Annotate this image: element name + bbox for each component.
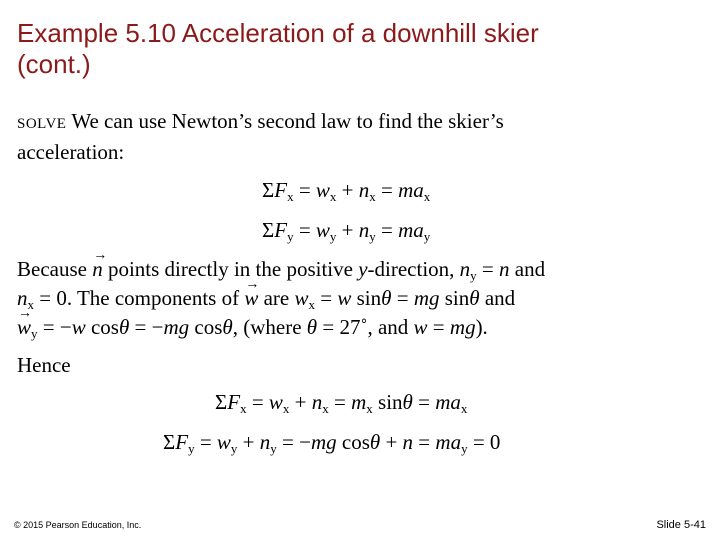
- eq-sign: =: [328, 390, 352, 414]
- equation-result-fy: [163, 430, 500, 455]
- var-w: w: [337, 286, 352, 310]
- var-a: a: [413, 178, 424, 202]
- because-line-3: [17, 314, 488, 340]
- text: cos: [189, 315, 223, 339]
- var-n: n: [459, 257, 471, 281]
- solve-intro-line-2: [17, 139, 124, 165]
- footer-copyright: © 2015 Pearson Education, Inc.: [14, 520, 142, 530]
- eq-sign: =: [375, 218, 399, 242]
- slide-title: Example 5.10 Acceleration of a downhill skier (cont.): [17, 18, 539, 79]
- solve-intro-line-1: [17, 108, 504, 137]
- eq-sign: =: [194, 430, 217, 454]
- var-theta: θ: [469, 286, 480, 310]
- var-F: F: [227, 390, 241, 414]
- text: =: [427, 315, 450, 339]
- var-m: m: [310, 430, 327, 454]
- var-theta: θ: [369, 430, 381, 454]
- var-theta: θ: [402, 390, 413, 414]
- var-m: m: [163, 315, 179, 339]
- intro-text-1: We can use Newton’s second law to find the skier’s: [66, 109, 504, 133]
- var-w: w: [413, 315, 428, 339]
- slide-number: Slide 5-41: [656, 519, 706, 531]
- text: sin: [439, 286, 470, 310]
- vector-w: → w: [17, 314, 31, 340]
- sub-y: y: [287, 229, 294, 244]
- sub-y: y: [329, 229, 337, 244]
- vector-w: → w: [244, 285, 258, 311]
- sub-y: y: [270, 441, 277, 456]
- var-m: m: [413, 286, 429, 310]
- var-w: w: [268, 390, 283, 414]
- text: sin: [351, 286, 382, 310]
- sub-x: x: [308, 297, 316, 312]
- var-w: w: [315, 218, 330, 242]
- equation-result-fx: [215, 390, 467, 415]
- var-n: n: [358, 218, 370, 242]
- sub-x: x: [369, 189, 376, 204]
- eq-sign: =: [375, 178, 399, 202]
- var-a: a: [450, 390, 461, 414]
- text: and: [479, 286, 516, 310]
- var-m: m: [398, 218, 414, 242]
- eq-sign: =: [293, 218, 316, 242]
- var-w: w: [294, 286, 309, 310]
- sigma-symbol: Σ: [262, 218, 275, 242]
- equation-sum-fy: [262, 218, 430, 243]
- text: = −: [37, 315, 72, 339]
- sigma-symbol: Σ: [262, 178, 275, 202]
- intro-text-2: acceleration:: [17, 140, 125, 164]
- plus-sign: +: [336, 178, 359, 202]
- sub-x: x: [423, 189, 431, 204]
- sub-x: x: [240, 401, 247, 416]
- text: cos: [85, 315, 119, 339]
- eq-sign: =: [412, 390, 436, 414]
- solve-label: SOLVE: [17, 116, 67, 132]
- plus-sign: +: [237, 430, 260, 454]
- text: are: [258, 286, 295, 310]
- cos-fn: cos: [336, 430, 370, 454]
- sub-y: y: [369, 229, 376, 244]
- text: =: [315, 286, 338, 310]
- text: = 27˚, and: [317, 315, 414, 339]
- var-F: F: [274, 218, 288, 242]
- text: and: [509, 257, 546, 281]
- eq-zero: = 0: [467, 430, 501, 454]
- var-n: n: [358, 178, 370, 202]
- sub-y: y: [188, 441, 195, 456]
- sub-y: y: [470, 268, 477, 283]
- sub-x: x: [329, 189, 337, 204]
- var-F: F: [175, 430, 189, 454]
- vector-n: → n: [92, 256, 103, 282]
- sub-y: y: [423, 229, 431, 244]
- var-g: g: [178, 315, 190, 339]
- var-w: w: [315, 178, 330, 202]
- equation-sum-fx: [262, 178, 430, 203]
- var-m: m: [435, 430, 451, 454]
- sin-fn: sin: [372, 390, 403, 414]
- because-line-1: [17, 256, 545, 282]
- text: , (where: [232, 315, 307, 339]
- sub-y: y: [230, 441, 238, 456]
- hence-text: Hence: [17, 353, 71, 377]
- hence-line: [17, 352, 71, 378]
- var-theta: θ: [306, 315, 318, 339]
- eq-sign: =: [413, 430, 436, 454]
- var-n: n: [259, 430, 271, 454]
- var-theta: θ: [381, 286, 392, 310]
- text: =: [476, 257, 499, 281]
- var-m: m: [398, 178, 414, 202]
- text: ).: [475, 315, 488, 339]
- var-theta: θ: [118, 315, 130, 339]
- var-y: y: [358, 257, 368, 281]
- sub-x: x: [282, 401, 290, 416]
- var-n: n: [311, 390, 323, 414]
- var-n: n: [17, 286, 28, 310]
- sub-y: y: [461, 441, 468, 456]
- var-g: g: [428, 286, 440, 310]
- sub-x: x: [322, 401, 329, 416]
- sub-x: x: [366, 401, 373, 416]
- text: Because: [17, 257, 93, 281]
- var-n: n: [499, 257, 510, 281]
- plus-sign: +: [289, 390, 312, 414]
- text: = 0. The components of: [34, 286, 245, 310]
- var-a: a: [450, 430, 462, 454]
- var-m: m: [449, 315, 466, 339]
- sub-x: x: [460, 401, 468, 416]
- eq-sign: =: [246, 390, 269, 414]
- sub-x: x: [287, 189, 294, 204]
- text: =: [391, 286, 414, 310]
- var-g: g: [465, 315, 476, 339]
- sub-y: y: [31, 326, 38, 341]
- eq-sign: =: [293, 178, 316, 202]
- var-m: m: [351, 390, 367, 414]
- because-line-2: [17, 285, 515, 311]
- minus-eq-sign: = −: [276, 430, 311, 454]
- text: = −: [129, 315, 164, 339]
- var-F: F: [274, 178, 288, 202]
- sigma-symbol: Σ: [163, 430, 176, 454]
- var-theta: θ: [222, 315, 233, 339]
- sigma-symbol: Σ: [215, 390, 228, 414]
- plus-sign: +: [380, 430, 403, 454]
- var-m: m: [435, 390, 451, 414]
- var-n: n: [402, 430, 414, 454]
- plus-sign: +: [336, 218, 359, 242]
- var-w: w: [71, 315, 86, 339]
- var-w: w: [216, 430, 231, 454]
- text: points directly in the positive: [102, 257, 359, 281]
- var-a: a: [413, 218, 424, 242]
- text: -direction,: [367, 257, 460, 281]
- var-g: g: [326, 430, 337, 454]
- sub-x: x: [27, 297, 34, 312]
